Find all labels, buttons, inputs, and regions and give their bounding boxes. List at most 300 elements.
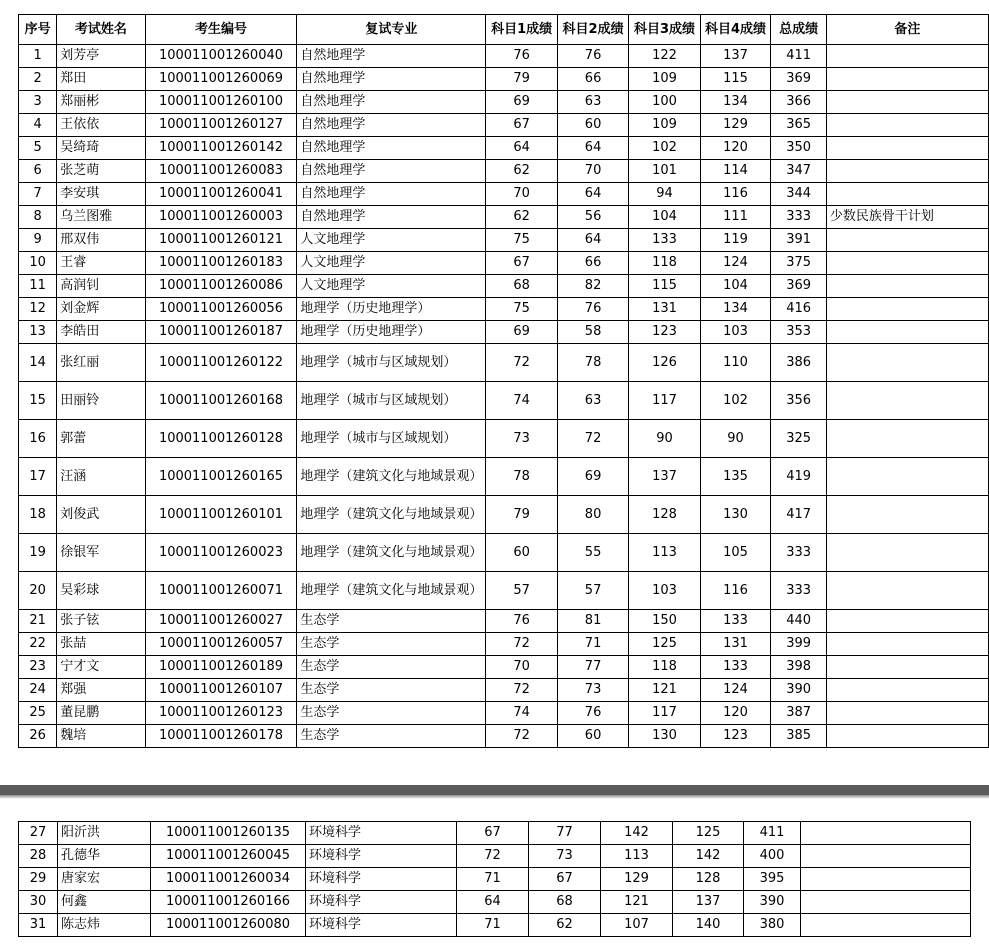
cell-score-3: 126: [629, 344, 700, 382]
cell-score-1: 64: [457, 891, 529, 914]
cell-major: 地理学（建筑文化与地域景观）: [297, 458, 486, 496]
cell-total: 400: [744, 845, 801, 868]
header-row: [19, 15, 989, 45]
cell-score-4: 142: [673, 845, 744, 868]
cell-score-4: 135: [700, 458, 771, 496]
cell-score-2: 56: [557, 206, 628, 229]
cell-score-1: 76: [486, 45, 557, 68]
cell-score-3: 100: [629, 91, 700, 114]
cell-total: 387: [771, 702, 827, 725]
cell-total: 347: [771, 160, 827, 183]
cell-score-3: 94: [629, 183, 700, 206]
table-row: [19, 68, 989, 91]
cell-name: 徐银军: [57, 534, 145, 572]
cell-remarks: [826, 679, 988, 702]
cell-score-2: 81: [557, 610, 628, 633]
cell-total: 390: [771, 679, 827, 702]
cell-score-2: 55: [557, 534, 628, 572]
cell-remarks: [826, 114, 988, 137]
cell-score-4: 130: [700, 496, 771, 534]
cell-major: 地理学（建筑文化与地域景观）: [297, 534, 486, 572]
cell-remarks: [826, 298, 988, 321]
header-remarks: 备注: [826, 15, 988, 45]
table-row: [19, 610, 989, 633]
table-row: [19, 725, 989, 748]
cell-total: 417: [771, 496, 827, 534]
cell-index: 7: [19, 183, 57, 206]
cell-index: 27: [19, 822, 58, 845]
cell-exam-id: 100011001260122: [145, 344, 297, 382]
cell-score-3: 125: [629, 633, 700, 656]
cell-name: 邢双伟: [57, 229, 145, 252]
cell-index: 18: [19, 496, 57, 534]
cell-remarks: [801, 868, 971, 891]
cell-total: 365: [771, 114, 827, 137]
table-row: [19, 229, 989, 252]
cell-total: 385: [771, 725, 827, 748]
cell-total: 325: [771, 420, 827, 458]
cell-major: 生态学: [297, 725, 486, 748]
table-row: [19, 572, 989, 610]
cell-score-3: 130: [629, 725, 700, 748]
cell-name: 董昆鹏: [57, 702, 145, 725]
cell-score-4: 119: [700, 229, 771, 252]
cell-score-2: 63: [557, 382, 628, 420]
cell-index: 22: [19, 633, 57, 656]
cell-total: 398: [771, 656, 827, 679]
cell-total: 369: [771, 275, 827, 298]
cell-score-1: 64: [486, 137, 557, 160]
score-table-page-1: [18, 14, 989, 748]
cell-exam-id: 100011001260121: [145, 229, 297, 252]
cell-name: 孔德华: [58, 845, 151, 868]
cell-score-3: 142: [601, 822, 673, 845]
cell-remarks: [826, 252, 988, 275]
cell-total: 333: [771, 572, 827, 610]
cell-score-4: 105: [700, 534, 771, 572]
cell-index: 19: [19, 534, 57, 572]
header-subject-2: 科目2成绩: [557, 15, 628, 45]
cell-exam-id: 100011001260165: [145, 458, 297, 496]
cell-score-1: 74: [486, 382, 557, 420]
cell-score-4: 124: [700, 679, 771, 702]
header-subject-1: 科目1成绩: [486, 15, 557, 45]
cell-name: 张红丽: [57, 344, 145, 382]
cell-score-4: 137: [673, 891, 744, 914]
cell-score-1: 75: [486, 298, 557, 321]
cell-name: 李安琪: [57, 183, 145, 206]
cell-score-3: 113: [601, 845, 673, 868]
cell-score-1: 73: [486, 420, 557, 458]
cell-major: 地理学（城市与区域规划）: [297, 420, 486, 458]
cell-index: 10: [19, 252, 57, 275]
cell-index: 31: [19, 914, 58, 937]
cell-major: 人文地理学: [297, 252, 486, 275]
cell-total: 440: [771, 610, 827, 633]
page-break-bar: [0, 785, 989, 795]
cell-name: 张喆: [57, 633, 145, 656]
cell-score-4: 116: [700, 183, 771, 206]
cell-score-2: 64: [557, 137, 628, 160]
cell-name: 刘芳亭: [57, 45, 145, 68]
cell-major: 地理学（城市与区域规划）: [297, 382, 486, 420]
cell-score-2: 64: [557, 229, 628, 252]
cell-remarks: [801, 914, 971, 937]
cell-remarks: [826, 137, 988, 160]
table-row: [19, 679, 989, 702]
cell-score-1: 79: [486, 496, 557, 534]
cell-index: 8: [19, 206, 57, 229]
cell-score-3: 133: [629, 229, 700, 252]
cell-exam-id: 100011001260056: [145, 298, 297, 321]
cell-score-3: 129: [601, 868, 673, 891]
score-table-page-2: [18, 821, 971, 937]
cell-score-4: 110: [700, 344, 771, 382]
cell-score-3: 109: [629, 68, 700, 91]
table-row: [19, 252, 989, 275]
cell-remarks: [826, 68, 988, 91]
cell-exam-id: 100011001260178: [145, 725, 297, 748]
cell-exam-id: 100011001260080: [151, 914, 306, 937]
cell-major: 自然地理学: [297, 160, 486, 183]
cell-score-3: 103: [629, 572, 700, 610]
cell-score-1: 60: [486, 534, 557, 572]
table-row: [19, 891, 971, 914]
cell-score-2: 73: [557, 679, 628, 702]
cell-name: 陈志炜: [58, 914, 151, 937]
cell-name: 刘俊武: [57, 496, 145, 534]
cell-total: 366: [771, 91, 827, 114]
cell-score-1: 75: [486, 229, 557, 252]
cell-remarks: [826, 702, 988, 725]
cell-major: 地理学（历史地理学）: [297, 321, 486, 344]
cell-index: 14: [19, 344, 57, 382]
cell-total: 333: [771, 534, 827, 572]
cell-score-1: 79: [486, 68, 557, 91]
cell-index: 17: [19, 458, 57, 496]
cell-score-4: 133: [700, 610, 771, 633]
cell-remarks: [826, 534, 988, 572]
cell-name: 吴绮琦: [57, 137, 145, 160]
cell-score-3: 90: [629, 420, 700, 458]
cell-score-2: 76: [557, 298, 628, 321]
cell-index: 20: [19, 572, 57, 610]
cell-name: 乌兰图雅: [57, 206, 145, 229]
cell-exam-id: 100011001260086: [145, 275, 297, 298]
cell-total: 344: [771, 183, 827, 206]
cell-index: 13: [19, 321, 57, 344]
cell-exam-id: 100011001260083: [145, 160, 297, 183]
cell-name: 田丽铃: [57, 382, 145, 420]
cell-score-3: 102: [629, 137, 700, 160]
cell-exam-id: 100011001260045: [151, 845, 306, 868]
cell-score-1: 70: [486, 183, 557, 206]
cell-major: 生态学: [297, 702, 486, 725]
cell-exam-id: 100011001260027: [145, 610, 297, 633]
cell-index: 30: [19, 891, 58, 914]
cell-score-1: 72: [486, 725, 557, 748]
cell-score-2: 71: [557, 633, 628, 656]
cell-score-3: 150: [629, 610, 700, 633]
cell-score-4: 134: [700, 298, 771, 321]
cell-total: 333: [771, 206, 827, 229]
cell-remarks: [826, 45, 988, 68]
cell-score-2: 68: [529, 891, 601, 914]
cell-remarks: [801, 845, 971, 868]
table-row: [19, 45, 989, 68]
table-row: [19, 633, 989, 656]
cell-score-3: 115: [629, 275, 700, 298]
cell-exam-id: 100011001260100: [145, 91, 297, 114]
cell-index: 23: [19, 656, 57, 679]
cell-score-3: 117: [629, 382, 700, 420]
cell-exam-id: 100011001260187: [145, 321, 297, 344]
cell-major: 人文地理学: [297, 229, 486, 252]
cell-name: 张子铉: [57, 610, 145, 633]
cell-index: 15: [19, 382, 57, 420]
cell-major: 自然地理学: [297, 91, 486, 114]
cell-remarks: [826, 344, 988, 382]
cell-major: 自然地理学: [297, 137, 486, 160]
cell-exam-id: 100011001260071: [145, 572, 297, 610]
cell-exam-id: 100011001260057: [145, 633, 297, 656]
cell-total: 419: [771, 458, 827, 496]
header-major: 复试专业: [297, 15, 486, 45]
cell-index: 5: [19, 137, 57, 160]
cell-score-4: 111: [700, 206, 771, 229]
table-row: [19, 183, 989, 206]
cell-score-1: 62: [486, 160, 557, 183]
cell-major: 自然地理学: [297, 45, 486, 68]
cell-score-1: 71: [457, 868, 529, 891]
table-row: [19, 496, 989, 534]
cell-score-1: 69: [486, 91, 557, 114]
table-row: [19, 656, 989, 679]
table-row: [19, 845, 971, 868]
cell-total: 350: [771, 137, 827, 160]
table-row: [19, 298, 989, 321]
cell-major: 环境科学: [306, 914, 457, 937]
cell-score-2: 69: [557, 458, 628, 496]
cell-name: 魏培: [57, 725, 145, 748]
table-row: [19, 114, 989, 137]
cell-major: 自然地理学: [297, 206, 486, 229]
cell-score-3: 113: [629, 534, 700, 572]
table-row: [19, 458, 989, 496]
cell-remarks: [801, 891, 971, 914]
cell-exam-id: 100011001260069: [145, 68, 297, 91]
table-row: [19, 160, 989, 183]
cell-score-2: 72: [557, 420, 628, 458]
cell-exam-id: 100011001260189: [145, 656, 297, 679]
cell-total: 411: [744, 822, 801, 845]
cell-total: 369: [771, 68, 827, 91]
cell-exam-id: 100011001260128: [145, 420, 297, 458]
cell-remarks: [826, 275, 988, 298]
cell-score-1: 72: [486, 344, 557, 382]
cell-score-4: 104: [700, 275, 771, 298]
cell-name: 宁才文: [57, 656, 145, 679]
cell-score-1: 70: [486, 656, 557, 679]
cell-score-1: 71: [457, 914, 529, 937]
cell-remarks: [826, 229, 988, 252]
cell-major: 环境科学: [306, 891, 457, 914]
cell-total: 391: [771, 229, 827, 252]
header-total: 总成绩: [771, 15, 827, 45]
header-subject-4: 科目4成绩: [700, 15, 771, 45]
cell-score-2: 77: [529, 822, 601, 845]
cell-total: 380: [744, 914, 801, 937]
cell-exam-id: 100011001260034: [151, 868, 306, 891]
cell-score-2: 66: [557, 252, 628, 275]
cell-exam-id: 100011001260107: [145, 679, 297, 702]
cell-name: 李皓田: [57, 321, 145, 344]
cell-score-3: 123: [629, 321, 700, 344]
cell-score-3: 137: [629, 458, 700, 496]
cell-total: 399: [771, 633, 827, 656]
cell-score-2: 66: [557, 68, 628, 91]
cell-score-1: 57: [486, 572, 557, 610]
cell-score-1: 72: [486, 679, 557, 702]
cell-exam-id: 100011001260166: [151, 891, 306, 914]
header-subject-3: 科目3成绩: [629, 15, 700, 45]
cell-score-2: 60: [557, 725, 628, 748]
cell-score-4: 137: [700, 45, 771, 68]
cell-index: 2: [19, 68, 57, 91]
header-exam-id: 考生编号: [145, 15, 297, 45]
cell-major: 自然地理学: [297, 68, 486, 91]
cell-index: 24: [19, 679, 57, 702]
cell-score-1: 62: [486, 206, 557, 229]
cell-score-3: 128: [629, 496, 700, 534]
cell-total: 411: [771, 45, 827, 68]
cell-index: 28: [19, 845, 58, 868]
cell-name: 郑田: [57, 68, 145, 91]
cell-score-4: 134: [700, 91, 771, 114]
table-row: [19, 91, 989, 114]
cell-name: 高润钊: [57, 275, 145, 298]
cell-score-3: 101: [629, 160, 700, 183]
table-row: [19, 868, 971, 891]
cell-exam-id: 100011001260023: [145, 534, 297, 572]
cell-index: 25: [19, 702, 57, 725]
cell-score-4: 140: [673, 914, 744, 937]
cell-score-1: 67: [457, 822, 529, 845]
cell-major: 地理学（建筑文化与地域景观）: [297, 496, 486, 534]
cell-score-3: 118: [629, 656, 700, 679]
cell-score-2: 77: [557, 656, 628, 679]
cell-score-4: 90: [700, 420, 771, 458]
cell-score-1: 74: [486, 702, 557, 725]
cell-major: 生态学: [297, 610, 486, 633]
header-index: 序号: [19, 15, 57, 45]
cell-score-2: 78: [557, 344, 628, 382]
cell-remarks: 少数民族骨干计划: [826, 206, 988, 229]
cell-exam-id: 100011001260127: [145, 114, 297, 137]
cell-score-1: 68: [486, 275, 557, 298]
cell-score-2: 67: [529, 868, 601, 891]
cell-remarks: [826, 160, 988, 183]
table-row: [19, 702, 989, 725]
cell-name: 何鑫: [58, 891, 151, 914]
table-row: [19, 420, 989, 458]
cell-score-1: 69: [486, 321, 557, 344]
cell-score-4: 123: [700, 725, 771, 748]
cell-index: 4: [19, 114, 57, 137]
cell-remarks: [826, 725, 988, 748]
cell-major: 环境科学: [306, 868, 457, 891]
cell-total: 356: [771, 382, 827, 420]
cell-score-4: 125: [673, 822, 744, 845]
cell-score-2: 64: [557, 183, 628, 206]
cell-score-2: 60: [557, 114, 628, 137]
cell-score-3: 131: [629, 298, 700, 321]
cell-name: 郭蕾: [57, 420, 145, 458]
table-row: [19, 344, 989, 382]
cell-score-3: 118: [629, 252, 700, 275]
cell-remarks: [826, 382, 988, 420]
cell-remarks: [826, 572, 988, 610]
cell-score-4: 115: [700, 68, 771, 91]
cell-score-4: 131: [700, 633, 771, 656]
cell-remarks: [826, 183, 988, 206]
cell-remarks: [826, 321, 988, 344]
table-row: [19, 206, 989, 229]
cell-major: 生态学: [297, 679, 486, 702]
cell-exam-id: 100011001260123: [145, 702, 297, 725]
cell-remarks: [826, 91, 988, 114]
cell-major: 自然地理学: [297, 183, 486, 206]
table-row: [19, 137, 989, 160]
cell-index: 3: [19, 91, 57, 114]
table-row: [19, 914, 971, 937]
cell-name: 刘金辉: [57, 298, 145, 321]
cell-remarks: [826, 656, 988, 679]
cell-score-4: 102: [700, 382, 771, 420]
cell-score-4: 103: [700, 321, 771, 344]
cell-score-2: 73: [529, 845, 601, 868]
cell-major: 人文地理学: [297, 275, 486, 298]
cell-remarks: [826, 610, 988, 633]
table-row: [19, 534, 989, 572]
cell-score-3: 104: [629, 206, 700, 229]
cell-total: 375: [771, 252, 827, 275]
cell-score-1: 67: [486, 114, 557, 137]
cell-exam-id: 100011001260101: [145, 496, 297, 534]
cell-remarks: [826, 496, 988, 534]
cell-name: 王睿: [57, 252, 145, 275]
cell-total: 390: [744, 891, 801, 914]
table-row: [19, 822, 971, 845]
table-row: [19, 321, 989, 344]
cell-remarks: [801, 822, 971, 845]
cell-score-1: 76: [486, 610, 557, 633]
header-name: 考试姓名: [57, 15, 145, 45]
cell-exam-id: 100011001260041: [145, 183, 297, 206]
cell-score-3: 122: [629, 45, 700, 68]
cell-exam-id: 100011001260135: [151, 822, 306, 845]
cell-score-2: 76: [557, 702, 628, 725]
cell-score-3: 121: [601, 891, 673, 914]
cell-score-2: 58: [557, 321, 628, 344]
cell-score-2: 70: [557, 160, 628, 183]
cell-total: 416: [771, 298, 827, 321]
cell-major: 自然地理学: [297, 114, 486, 137]
cell-name: 王依依: [57, 114, 145, 137]
cell-name: 阳沂洪: [58, 822, 151, 845]
cell-score-4: 120: [700, 137, 771, 160]
cell-total: 395: [744, 868, 801, 891]
